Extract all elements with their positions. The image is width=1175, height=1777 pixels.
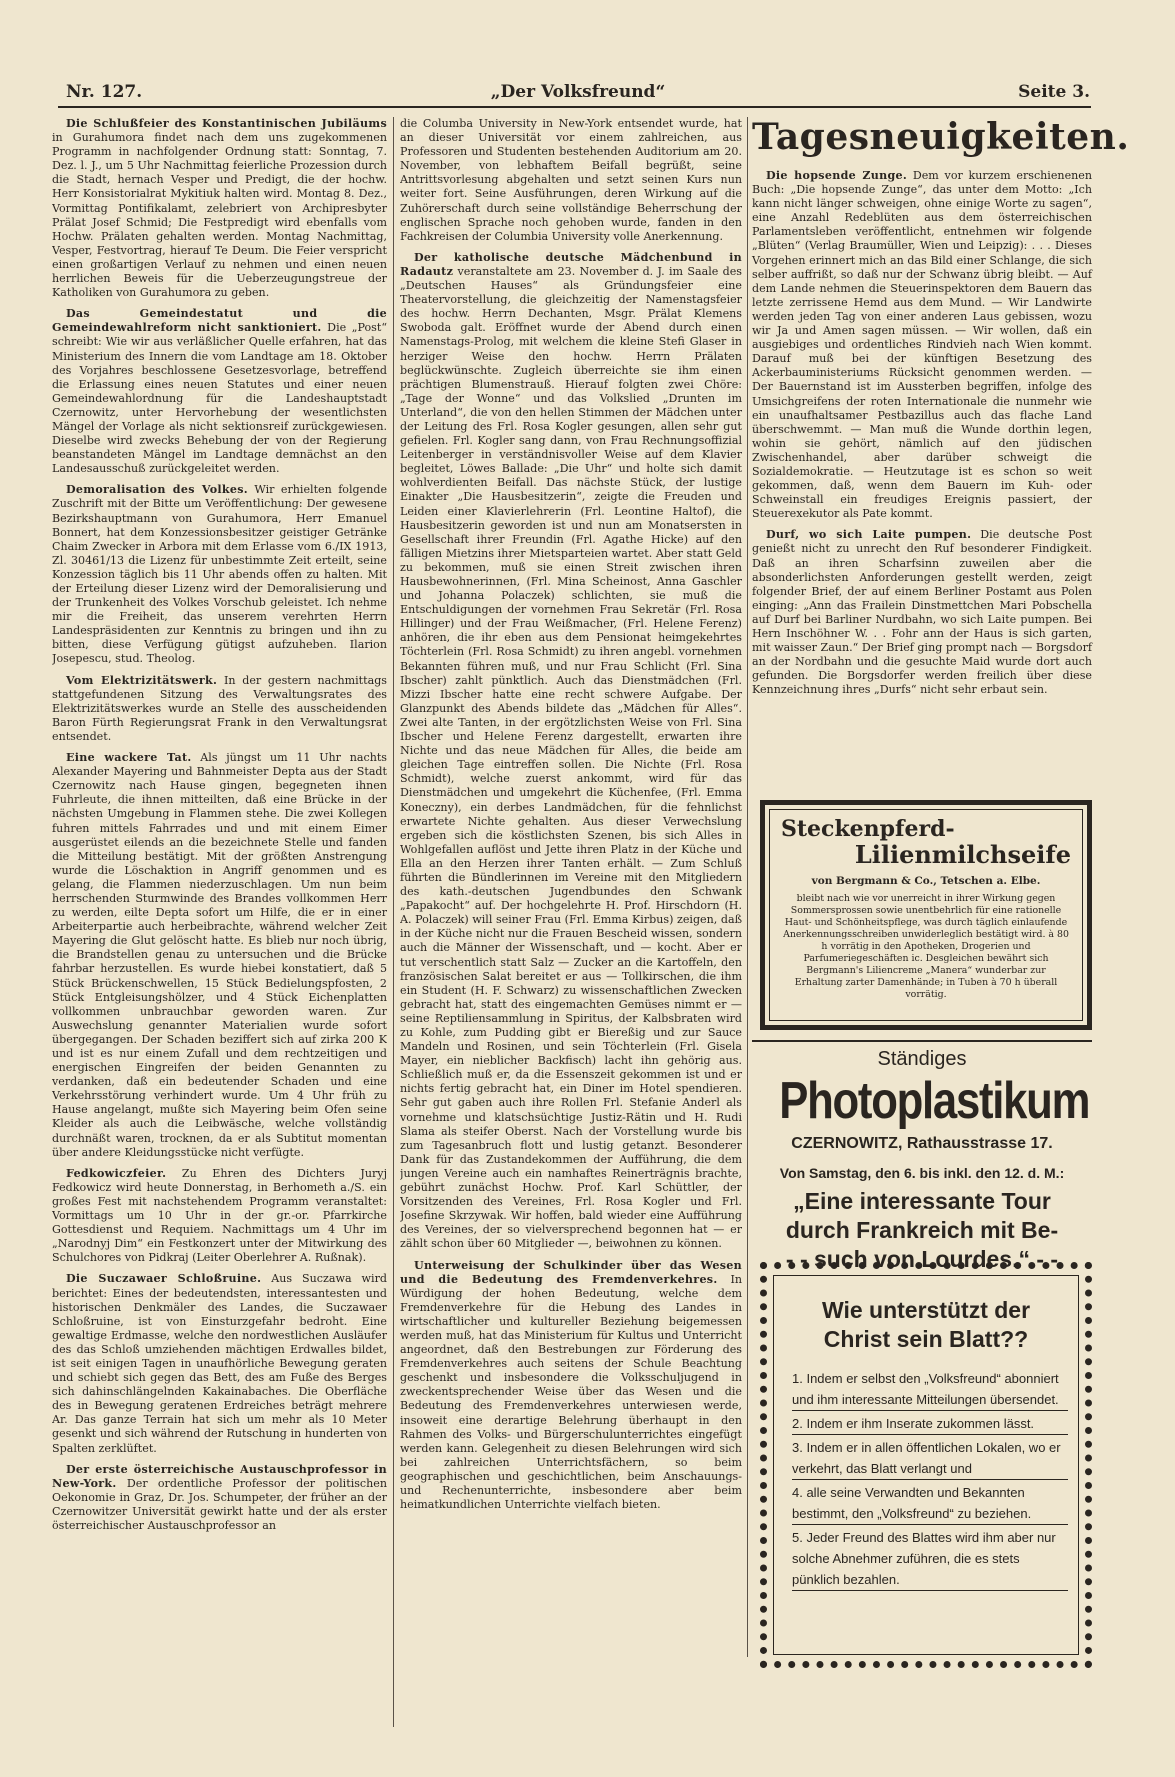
list-item: 5. Jeder Freund des Blattes wird ihm aber nur solche Abnehmer zuführen, die es stets pünklich bezahlen. [792, 1527, 1068, 1591]
ad-tour-line: durch Frankreich mit Be- [785, 1217, 1059, 1243]
ad-dates: Von Samstag, den 6. bis inkl. den 12. d. M.: [779, 1165, 1065, 1181]
advertisement-support-box [760, 1262, 1092, 1668]
ad-name: Photoplastikum [779, 1072, 1090, 1130]
article [52, 1463, 387, 1533]
article-body: In Würdigung der hohen Bedeutung, welche dem Fremdenverkehre für die Hebung des Landes in wirtschaftlicher und kultureller Beziehung beigemessen werden muß, hat das Ministerium für Kultus und Unterricht angeordnet, daß den Bestrebungen zur Förderung des Fremdenverkehres auch seitens der Schule Beachtung geschenkt und insbesondere die Volksschuljugend in zweckentsprechender Weise über das Wesen und die Bedeutung des Fremdenverkehres unterwiesen werde, insoweit eine derartige Belehrung überhaupt in den Rahmen des Volks- und Bürgerschulunterrichtes eingefügt werden kann. Gelegenheit zu diesen Belehrungen wird sich bei zahlreichen Unterrichtsfächern, so beim geographischen und geschichtlichen, beim Anschauungs- und Rechenunterrichte, insbesondere aber beim heimatkundlichen Unterrichte vielfach bieten. [400, 1272, 742, 1512]
article-body: Der ordentliche Professor der politischen Oekonomie in Graz, Dr. Jos. Schumpeter, der früher an der Czernowitzer Universität gewirkt hatte und der als erster österreichischer Austauschprofessor an [52, 1476, 387, 1532]
article [52, 307, 387, 476]
article-headline: Der erste österreichische Austauschprofessor in New-York. [52, 1462, 387, 1490]
article-body: Zu Ehren des Dichters Juryj Fedkowicz wird heute Donnerstag, in Berhometh a./S. ein großes Fest mit nachstehendem Programm veranstaltet: Vormittags um 10 Uhr in der gr.-or. Pfarrkirche Gottesdienst und Requiem. Nachmittags um 4 Uhr im „Narodnyj Dim“ ein Festkonzert unter der Mitwirkung des Schulchores von Pidkraj (Leiter Oberlehrer A. Rußnak). [52, 1166, 387, 1265]
article-headline: Vom Elektrizitätswerk. [66, 673, 218, 687]
column-divider [393, 117, 394, 1727]
ad-address: CZERNOWITZ, Rathausstrasse 17. [791, 1135, 1053, 1152]
article-headline: Das Gemeindestatut und die Gemeindewahlreform nicht sanktioniert. [52, 307, 387, 335]
advertisement-soap [760, 800, 1092, 1030]
ad-title [774, 1296, 1078, 1354]
section-title: Tagesneuigkeiten. [752, 116, 1130, 158]
article-body: Die deutsche Post genießt nicht zu unrecht den Ruf besonderer Findigkeit. Daß an ihren Scharfsinn zuweilen aber die absonderlichsten Anforderungen gestellt werden, zeigt folgender Brief, der auf einem Berliner Postamt aus Polen einging: „Ann das Frailein Dinstmettchen Mari Pobschella auf Durf bei Barliner Nurdbahn, wo sich Laite pumpen. Bei Hern Inschöhner W. . . Fohr ann der Haus is sich garten, mit waisser Zaun.“ Der Brief ging prompt nach — Borgsdorf an der Nordbahn und die gesuchte Maid wurde dort auch gefunden. Die Borgsdorfer werden freilich über diese Kennzeichnung ihres „Durfs“ nicht sehr erbaut sein. [752, 528, 1092, 697]
issue-number: Nr. 127. [66, 82, 143, 102]
article [52, 1167, 387, 1266]
article [52, 751, 387, 1160]
article [52, 674, 387, 744]
article [752, 169, 1092, 521]
ad-product: Lilienmilchseife [854, 840, 1071, 869]
column-divider [747, 117, 748, 1657]
list-item: 2. Indem er ihm Inserate zukommen lässt. [792, 1413, 1068, 1435]
column-1 [52, 117, 387, 1729]
article [52, 483, 387, 666]
list-item: 1. Indem er selbst den „Volksfreund“ abonniert und ihm interessante Mitteilungen übersendet. [792, 1368, 1068, 1411]
article-body: Wir erhielten folgende Zuschrift mit der Bitte um Veröffentlichung: Der gewesene Bezirkshauptmann von Gurahumora, Herr Emanuel Bonnert, hat dem Konzessionsbesitzer geistiger Getränke Chaim Zwecker in Arbora mit dem Erlasse vom 6./IX 1913, Zl. 30461/13 die Lizenz für unbestimmte Zeit erteilt, seine Konzession täglich bis 11 Uhr abends offen zu halten. Mit der Erteilung dieser Lizenz wird der Demoralisierung und der Trunkenheit des Volkes Vorschub geleistet. Ich nehme mir die Freiheit, das unserem verehrten Herrn Landespräsidenten zur Kenntnis zu bringen und ihn zu bitten, diese Verfügung gütigst aufzuheben. Ilarion Josepescu, stud. Theolog. [52, 483, 387, 666]
article-body: Als jüngst um 11 Uhr nachts Alexander Mayering und Bahnmeister Depta aus der Stadt Czernowitz nach Hause gingen, begegneten ihnen Fuhrleute, die ihnen mitteilten, daß eine Brücke in der nächsten Umgebung in Flammen stehe. Die zwei Kollegen fuhren mittels Fahrrades und und mit einem Eimer ausgerüstet eilends an die bezeichnete Stelle und fanden die Mitteilung bestätigt. Mit der größten Anstrengung wurde die Löschaktion in Angriff genommen und es gelang, die Flammen niederzuschlagen. Um nun beim herrschenden Sturmwinde des Brandes vollkommen Herr zu werden, eilte Depta sofort um Hilfe, die er in einer Arbeiterpartie auch herbeibrachte, während welcher Zeit Mayering die Glut gelöscht hatte. Es blieb nur noch übrig, die Brandstellen genau zu untersuchen und die Brücke fahrbar herzustellen. Es wurde hiebei konstatiert, daß 5 Stück Brückenschwellen, 15 Stück Bedielungspfosten, 2 Stück Entgleisungshölzer, und 4 Stück Eichenplatten vollkommen unbrauchbar geworden waren. Zur Auswechslung genannter Materialien wurde sofort übergegangen. Der Schaden beziffert sich auf zirka 200 K und ist es nur einem Zufall und dem rechtzeitigen und energischen Eingreifen der beiden Genannten zu verdanken, daß ein bedeutender Schaden und eine Verkehrsstörung verhindert wurde. Um 4 Uhr früh zu Hause angelangt, mußte sich Mayering beim Ofen seine Kleider als auch die Leibwäsche, welche vollständig durchnäßt waren, trocknen, da er als Subtitut momentan über andere Kleidungsstücke nicht verfügte. [52, 751, 387, 1159]
article-headline: Durf, wo sich Laite pumpen. [766, 528, 972, 542]
article [52, 117, 387, 300]
column-3 [752, 116, 1130, 704]
article-continuation [400, 117, 742, 244]
ad-rule [752, 1040, 1092, 1042]
article [52, 1272, 387, 1455]
article-headline: Der katholische deutsche Mädchenbund in Radautz [400, 250, 742, 278]
article [400, 251, 742, 1252]
list-item: 4. alle seine Verwandten und Bekannten bestimmt, den „Volksfreund“ zu beziehen. [792, 1482, 1068, 1525]
ad-title-line: Christ sein Blatt?? [823, 1326, 1029, 1352]
ad-brand: Steckenpferd- [781, 816, 955, 842]
page-number: Seite 3. [1018, 82, 1090, 102]
ad-tour-line: „Eine interessante Tour [793, 1188, 1051, 1214]
masthead [66, 82, 1090, 104]
article-headline: Fedkowiczfeier. [66, 1166, 167, 1180]
article-headline: Die hopsende Zunge. [766, 169, 908, 182]
article-headline: Die Schlußfeier des Konstantinischen Jubiläums [66, 117, 387, 130]
article-headline: Eine wackere Tat. [66, 751, 192, 765]
article [752, 528, 1092, 697]
article-body: die Columba University in New-York entsendet wurde, hat an dieser Universität vor einem zahlreichen, aus Professoren und Studenten bestehenden Auditorium am 20. November, von lebhaftem Beifall begrüßt, seine Antrittsvorlesung abgehalten und setzt seinen Kurs nun weiter fort. Seine Ausführungen, deren Wirkung auf die Zuhörerschaft durch seine vollständige Beherrschung der englischen Sprache noch gehoben wurde, fanden in den Fachkreisen der Columbia University volle Anerkennung. [400, 117, 742, 243]
ad-tour-line: - - such von Lourdes.“ - - [785, 1246, 1059, 1272]
article-headline: Unterweisung der Schulkinder über das Wesen und die Bedeutung des Fremdenverkehres. [400, 1258, 742, 1286]
article-body: Dem vor kurzem erschienenen Buch: „Die hopsende Zunge“, das unter dem Motto: „Ich kann nicht länger schweigen, ohne einige Worte zu sagen“, eine Anzahl Redeblüten aus dem österreichischen Parlamentsleben veröffentlicht, entnehmen wir folgende „Blüten“ (Verlag Braumüller, Wien und Leipzig): . . . Dieses Vorgehen erinnert mich an das Bild einer Schlange, die sich selber auffrißt, so daß nur der Schwanz übrig bleibt. — Auf dem Lande nehmen die Steuerinspektoren dem Bauern das letzte zerrissene Hemd aus dem Mund. — Wir Landwirte werden jeden Tag von einer anderen Laus gebissen, wozu wir Ja und Amen sagen müssen. — Wir wollen, daß ein ausgiebiges und ordentliches Rindvieh nach Wien kommt. Darauf muß bei der künftigen Besetzung des Ackerbauministeriums Rücksicht genommen werden. — Der Bauernstand ist im Aussterben begriffen, infolge des Umsichgreifens der roten Internationale die nunmehr wie ein unaufhaltsamer Pestbazillus auch das flache Land überschwemmt. — Man muß die Wunde dorthin legen, wohin sie gehört, nämlich auf den jüdischen Zwischenhandel, aber darüber schweigt die Sozialdemokratie. — Heutzutage ist es schon so weit gekommen, daß, wenn dem Bauern im Kuh- oder Schweinstall ein freudiges Ereignis passiert, der Steuerexekutor als Pate kommt. [752, 169, 1092, 521]
article-body: Die „Post“ schreibt: Wie wir aus verläßlicher Quelle erfahren, hat das Ministerium des Innern die vom Landtage am 18. Oktober des Vorjahres beschlossene Gesetzesvorlage, betreffend die Erlassung eines neuen Statutes und einer neuen Gemeindewahlordnung für die Landeshauptstadt Czernowitz, unter Hervorhebung der wesentlichsten Mängel der Vorlage als nicht sektionsreif zurückgewiesen. Dieselbe wird zwecks Behebung der von der Regierung beanstandeten Mängel im Landtage demnächst an den Landesausschuß zurückgeleitet werden. [52, 321, 387, 476]
ad-list [792, 1368, 1068, 1591]
column-2 [400, 117, 742, 1659]
article-body: veranstaltete am 23. November d. J. im Saale des „Deutschen Hauses“ als Gründungsfeier eine Theatervorstellung, die gleichzeitig der Namenstagsfeier des hochw. Herrn Dechanten, Msgr. Prälat Klemens Swoboda galt. Eröffnet wurde der Abend durch einen Namenstags-Prolog, mit welchem die kleine Stefi Glaser in herziger Weise den hochw. Herrn Prälaten beglückwünschte. Zugleich überreichte sie ihm einen prächtigen Blumenstrauß. Hierauf folgten zwei Chöre: „Tage der Wonne“ und das Volkslied „Drunten im Unterland“, die von den hellen Stimmen der Mädchen unter der Leitung des Frl. Rosa Kogler gesungen, allen sehr gut gefielen. Frl. Kogler sang dann, von Frau Rechnungsoffizial Leitenberger in verständnisvoller Weise auf dem Klavier begleitet, Löwes Ballade: „Die Uhr“ und holte sich damit wohlverdienten Beifall. Das nächste Stück, der lustige Einakter „Die Hausbesitzerin“, zeigte die Freuden und Leiden einer Klavierlehrerin (Frl. Leontine Haltof), die Hausbesitzerin geworden ist und nun am Monatsersten in Gesellschaft ihrer Freundin (Frl. Agathe Hicke) auf den fälligen Mietzins ihrer Mietsparteien wartet. Aber statt Geld zu bekommen, muß sie einen Streit zwischen ihren Hausbewohnerinnen, (Frl. Mina Scheinost, Anna Gaschler und Johanna Polaczek) schlichten, sie muß die Entschuldigungen der vornehmen Frau Sekretär (Frl. Rosa Hillinger) und der Frau Weißmacher, (Frl. Helene Ferenz) anhören, die ihr eben aus dem Pensionat heimgekehrtes Töchterlein (Frl. Rosa Schmidt) zu ihren angebl. vornehmen Bekannten führen muß, und nur Frau Schlicht (Frl. Sina Ibscher) zahlt pünktlich. Auch das Dienstmädchen (Frl. Mizzi Ibscher hatte eine recht schwere Aufgabe. Der Glanzpunkt des Abends bildete das „Mädchen für Alles“. Zwei alte Tanten, in der ergötzlichsten Weise von Frl. Sina Ibscher und Helene Ferenz dargestellt, erwarten ihre Nichte und das neue Mädchen für Alles, die beide am gleichen Tage eintreffen sollen. Die Nichte (Frl. Rosa Schmidt), welche zuerst ankommt, wird für das Dienstmädchen und umgekehrt die Küchenfee, (Frl. Emma Koneczny), ein derbes Landmädchen, für die fehnlichst erwartete Nichte gehalten. Aus dieser Verwechslung ergeben sich die köstlichsten Szenen, bis sich Alles in Wohlgefallen auflöst und Jette ihren Platz in der Küche und Ella an den Herzen ihrer Tanten erhält. — Zum Schluß führten die Bündlerinnen im Vereine mit den Mitgliedern des kath.-deutschen Jugendbundes den Schwank „Papakocht“ auf. Der hochgelehrte H. Prof. Hirschdorn (H. A. Polaczek) will seiner Frau (Frl. Emma Kirbus) zeigen, daß in der Küche nicht nur die Frauen Bescheid wissen, sondern auch die Männer der Wissenschaft, und — kocht. Aber er tut verschentlich statt Salz — Zucker an die Kartoffeln, den französischen Salat bereitet er aus — Tollkirschen, die ihm ein Student (H. F. Schwarz) zu wissenschaftlichen Zwecken gebracht hat, statt des eingemachten Gemüses nimmt er — seine Reptiliensammlung in Spiritus, der Kalbsbraten wird zu Kohle, zum Pudding gibt er Biereßig und zur Sauce Mandeln und Rosinen, und sein Töchterlein (Frl. Gisela Mayer, ein nieblicher Backfisch) lacht ihn gehörig aus. Schließlich muß er, da die Essenszeit gekommen ist und er nichts fertig gebracht hat, ein Diner im Hotel spendieren. Sehr gut gaben auch ihre Rollen Frl. Stefanie Anderl als vornehme und klatschsüchtige Justiz-Rätin und H. Rudi Slama als steifer Oberst. Nach der Vorstellung wurde bis zum Tagesanbruch flott und lustig getanzt. Besonderer Dank für das Zustandekommen der Aufführung, die dem jungen Vereine auch ein namhaftes Reinerträgnis brachte, gebührt zunächst Hochw. Prof. Karl Schüttler, der Vorsitzenden des Vereines, Frl. Rosa Kogler und Frl. Josefine Skrzywak. Wir hoffen, bald wieder eine Aufführung des Vereines, der so vielversprechend begonnen hat — er zählt schon über 60 Mitglieder —, beiwohnen zu können. [400, 264, 742, 1251]
article-headline: Die Suczawaer Schloßruine. [66, 1272, 262, 1286]
article-body: In der gestern nachmittags stattgefundenen Sitzung des Verwaltungsrates des Elektrizitätswerkes wurde an Stelle des ausscheidenden Baron Fürth Regierungsrat Frank in den Verwaltungsrat entsendet. [52, 673, 387, 743]
header-rule [58, 106, 1091, 108]
ad-inner-border [773, 1275, 1079, 1655]
list-item: 3. Indem er in allen öffentlichen Lokalen, wo er verkehrt, das Blatt verlangt und [792, 1437, 1068, 1480]
ad-title-line: Wie unterstützt der [821, 1297, 1031, 1323]
ad-maker: von Bergmann & Co., Tetschen a. Elbe. [811, 875, 1041, 887]
article-headline: Demoralisation des Volkes. [66, 483, 248, 497]
newspaper-title: „Der Volksfreund“ [490, 82, 666, 102]
ad-kicker: Ständiges [877, 1048, 967, 1070]
article-body: Aus Suczawa wird berichtet: Eines der bedeutendsten, interessantesten und historischen Denkmäler des Landes, die Suczawaer Schloßruine, ist von Einsturzgefahr bedroht. Eine gewaltige Erdmasse, welche den nordwestlichen Ausläufer des das Schloß umziehenden mächtigen Erdwalles bildet, ist seit einigen Tagen in unaufhörliche Bewegung geraten und schiebt sich gegen das Bett, des am Fuße des Berges sich dahinschlängelnden Kakainabaches. Die Oberfläche des in Bewegung geratenen Erdreiches beträgt mehrere Ar. Das ganze Terrain hat sich um mehr als 10 Meter gesenkt und sich während der Rutschung in hunderten von Spalten zerklüftet. [52, 1272, 387, 1455]
article-body: in Gurahumora findet nach dem uns zugekommenen Programm in nachfolgender Ordnung statt: Sonntag, 7. Dez. l. J., um 5 Uhr Nachmittag feierliche Prozession durch die Stadt, hernach Vesper und Predigt, die der hochw. Herr Konsistorialrat Mykitiuk halten wird. Montag 8. Dez., Vormittag Pontifikalamt, zelebriert von Archipresbyter Prälat Josef Schmid; Die Festpredigt wird ebenfalls vom Hochw. Prälaten gehalten werden. Montag Nachmittag, Vesper, Festvortrag, hierauf Te Deum. Die Feier verspricht einen großartigen Verlauf zu nehmen und einen neuen herrlichen Beweis für die Ueberzeugungstreue der Katholiken von Gurahumora zu geben. [52, 131, 387, 300]
article [400, 1259, 742, 1513]
advertisement-photoplastikum [752, 1040, 1092, 1274]
ad-text: bleibt nach wie vor unerreicht in ihrer Wirkung gegen Sommersprossen sowie unentbehrlich für eine rationelle Haut- und Schönheitspflege, was durch täglich einlaufende Anerkennungsschreiben unwiderleglich bestätigt wird. à 80 h vorrätig in den Apotheken, Drogerien und Parfumeriegeschäften ic. Desgleichen bewährt sich Bergmann's Liliencreme „Manera“ wunderbar zur Erhaltung zarter Damenhände; in Tuben à 70 h überall vorrätig. [783, 893, 1069, 1000]
